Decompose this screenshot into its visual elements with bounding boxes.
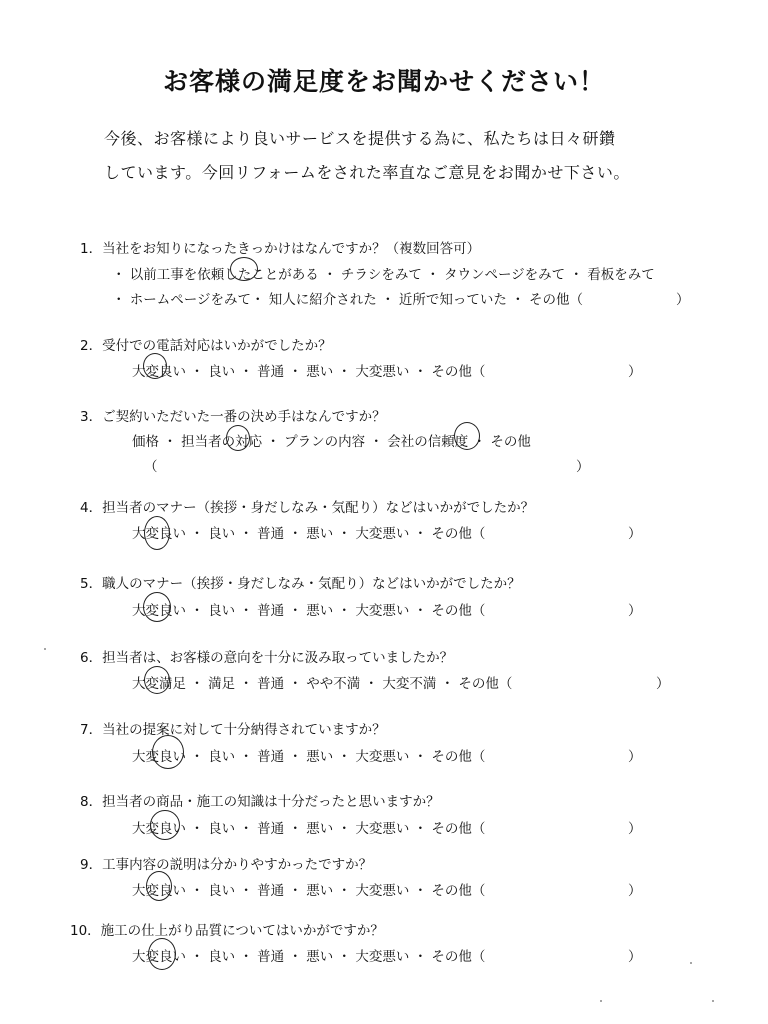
q8-answer-circle	[150, 810, 180, 840]
q4-close-paren: ）	[628, 526, 642, 542]
q9-close-paren: ）	[628, 883, 642, 899]
q2-close-paren: ）	[628, 364, 642, 380]
q5-answer-circle	[143, 592, 171, 622]
q1-options-line-1: ・ 以前工事を依頼したことがある ・ チラシをみて ・ タウンページをみて ・ 看板をみて	[112, 267, 655, 283]
q5-options: 大変良い ・ 良い ・ 普通 ・ 悪い ・ 大変悪い ・ その他（	[132, 603, 486, 619]
page-title: お客様の満足度をお聞かせください！	[162, 67, 605, 96]
q1-close-paren: ）	[676, 292, 690, 308]
q5-close-paren: ）	[628, 603, 642, 619]
q2-answer-circle	[143, 353, 167, 379]
q4-options: 大変良い ・ 良い ・ 普通 ・ 悪い ・ 大変悪い ・ その他（	[132, 526, 486, 542]
q3-options: 価格 ・ 担当者の対応 ・ プランの内容 ・ 会社の信頼度 ・ その他	[132, 434, 531, 450]
q9-options: 大変良い ・ 良い ・ 普通 ・ 悪い ・ 大変悪い ・ その他（	[132, 883, 486, 899]
scan-speck	[712, 1000, 714, 1002]
question-7: 7．当社の提案に対して十分納得されていますか？	[80, 722, 386, 738]
question-5: 5．職人のマナー（挨拶・身だしなみ・気配り）などはいかがでしたか？	[80, 576, 521, 592]
q3-close-paren: ）	[576, 459, 590, 475]
question-1: 1．当社をお知りになったきっかけはなんですか？（複数回答可）	[80, 241, 481, 257]
question-10: 10．施工の仕上がり品質についてはいかがですか？	[70, 923, 384, 939]
q7-answer-circle	[152, 735, 184, 769]
q3-answer-circle-2	[454, 422, 480, 450]
q6-close-paren: ）	[656, 676, 670, 692]
intro-line-1: 今後、お客様により良いサービスを提供する為に、私たちは日々研鑽	[104, 129, 616, 148]
q10-options: 大変良い ・ 良い ・ 普通 ・ 悪い ・ 大変悪い ・ その他（	[132, 949, 486, 965]
q10-answer-circle	[148, 938, 176, 970]
question-3: 3．ご契約いただいた一番の決め手はなんですか？	[80, 409, 386, 425]
q6-options: 大変満足 ・ 満足 ・ 普通 ・ やや不満 ・ 大変不満 ・ その他（	[132, 676, 513, 692]
q7-options: 大変良い ・ 良い ・ 普通 ・ 悪い ・ 大変悪い ・ その他（	[132, 749, 486, 765]
scan-speck	[600, 1000, 602, 1002]
scan-speck	[44, 648, 46, 650]
q6-answer-circle	[144, 666, 170, 694]
question-2: 2．受付での電話対応はいかがでしたか？	[80, 338, 332, 354]
q9-answer-circle	[146, 871, 172, 901]
q8-options: 大変良い ・ 良い ・ 普通 ・ 悪い ・ 大変悪い ・ その他（	[132, 821, 486, 837]
q7-close-paren: ）	[628, 749, 642, 765]
q8-close-paren: ）	[628, 821, 642, 837]
q4-answer-circle	[144, 516, 170, 550]
q3-answer-circle-1	[226, 425, 250, 451]
question-8: 8．担当者の商品・施工の知識は十分だったと思いますか？	[80, 794, 440, 810]
q1-answer-circle	[230, 257, 258, 281]
q10-close-paren: ）	[628, 949, 642, 965]
intro-line-2: しています。今回リフォームをされた率直なご意見をお聞かせ下さい。	[104, 163, 630, 182]
q1-options-line-2: ・ ホームページをみて・ 知人に紹介された ・ 近所で知っていた ・ その他（	[112, 292, 583, 308]
q2-options: 大変良い ・ 良い ・ 普通 ・ 悪い ・ 大変悪い ・ その他（	[132, 364, 486, 380]
scan-speck	[690, 962, 692, 964]
question-9: 9．工事内容の説明は分かりやすかったですか？	[80, 857, 373, 873]
question-6: 6．担当者は、お客様の意向を十分に汲み取っていましたか？	[80, 650, 454, 666]
question-4: 4．担当者のマナー（挨拶・身だしなみ・気配り）などはいかがでしたか？	[80, 500, 535, 516]
q3-open-paren: （	[144, 459, 158, 475]
